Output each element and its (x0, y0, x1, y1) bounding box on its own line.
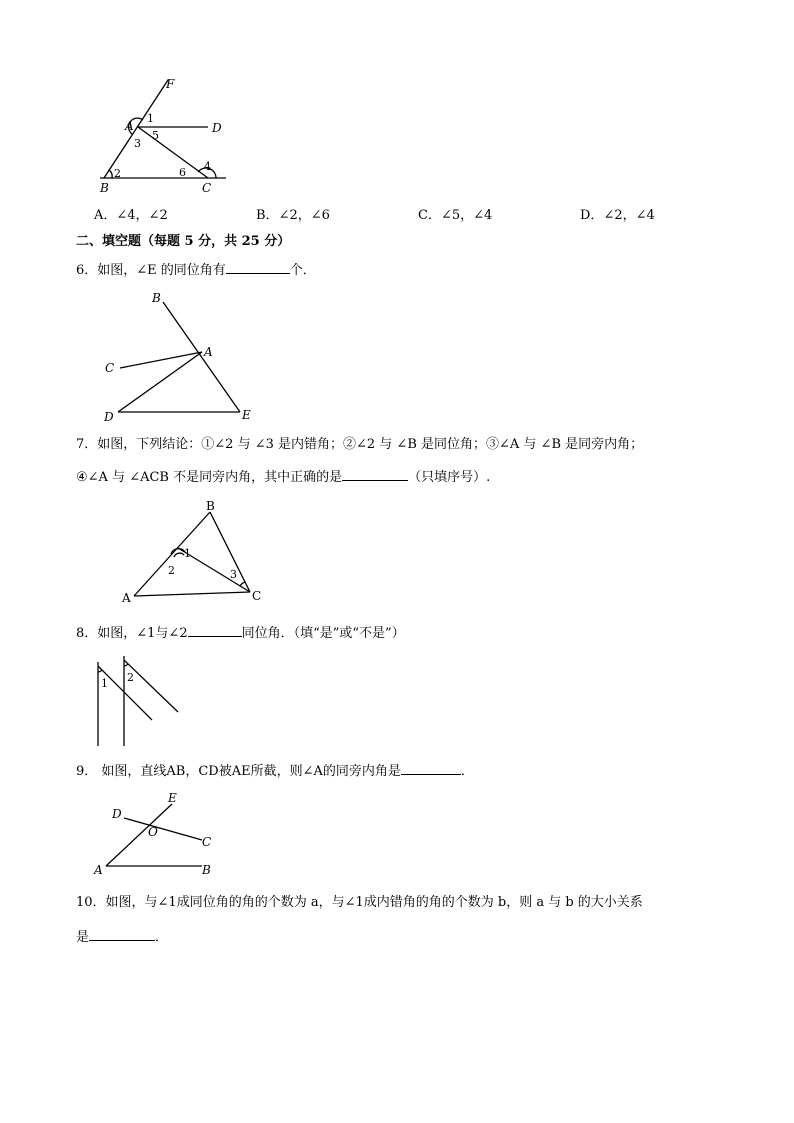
q9-label-B: B (202, 863, 211, 877)
q6-label-A: A (204, 345, 213, 359)
q5-label-3: 3 (134, 137, 141, 150)
q9-post: ． (460, 764, 474, 779)
q8-pre: 8．如图，∠1与∠2 (76, 626, 188, 641)
q10-line2-post: ． (155, 930, 169, 945)
q5-figure (90, 74, 240, 198)
q5-label-6: 6 (179, 166, 186, 179)
q5-option-a-text: ∠4，∠2 (116, 208, 168, 223)
q5-option-b-key: B． (256, 208, 279, 223)
q6-pre: 6．如图，∠E 的同位角有 (76, 263, 226, 278)
q6-label-D: D (104, 410, 114, 422)
q5-label-D: D (212, 121, 222, 135)
q5-option-c-text: ∠5，∠4 (440, 208, 493, 223)
q6-text (76, 259, 316, 280)
q6-answer-blank[interactable] (226, 259, 290, 274)
q5-option-d-key: D． (580, 208, 604, 223)
q5-option-d[interactable] (580, 207, 655, 225)
q7-line2-pre: ④∠A 与 ∠ACB 不是同旁内角，其中正确的是 (76, 470, 343, 485)
q5-option-a-key: A． (94, 208, 117, 223)
q5-label-1: 1 (147, 112, 154, 125)
q7-label-1: 1 (184, 547, 191, 560)
q6-figure (100, 288, 260, 422)
q6-label-E: E (242, 408, 251, 422)
q8-label-1: 1 (101, 677, 108, 690)
q5-label-5: 5 (152, 129, 159, 142)
q5-label-C: C (202, 181, 212, 195)
q10-answer-blank[interactable] (89, 926, 155, 941)
q9-label-C: C (202, 835, 212, 849)
q9-label-O: O (148, 825, 158, 839)
q7-label-2: 2 (168, 564, 175, 577)
q7-line2 (76, 466, 490, 487)
q5-option-c[interactable] (418, 207, 492, 225)
q8-answer-blank[interactable] (188, 622, 242, 637)
q7-label-B: B (206, 499, 215, 513)
q10-line2 (76, 926, 168, 947)
q8-text (76, 622, 405, 643)
q7-label-A: A (122, 591, 131, 605)
q9-figure (90, 790, 230, 878)
q7-line1: 7．如图，下列结论：①∠2 与 ∠3 是内错角；②∠2 与 ∠B 是同位角；③∠A 与 ∠B 是同旁内角； (76, 437, 644, 452)
q9-pre: 9． 如图，直线AB，CD被AE所截，则∠A的同旁内角是 (76, 764, 401, 779)
q9-text (76, 760, 474, 781)
q6-post: 个． (289, 263, 316, 278)
q9-label-D: D (112, 807, 122, 821)
q6-label-B: B (152, 291, 161, 305)
q5-label-A: A (125, 119, 134, 133)
q8-post: 同位角．（填“是”或“不是”） (241, 626, 405, 641)
q7-label-3: 3 (230, 568, 237, 581)
q8-label-2: 2 (127, 671, 134, 684)
q5-option-b-text: ∠2，∠6 (278, 208, 330, 223)
q5-option-b[interactable] (256, 207, 330, 225)
q6-label-C: C (105, 361, 115, 375)
q5-option-c-key: C． (418, 208, 441, 223)
q10-line2-pre: 是 (76, 930, 90, 945)
q9-answer-blank[interactable] (401, 760, 461, 775)
section-heading: 二、填空题（每题 5 分，共 25 分） (76, 234, 291, 249)
q10-line1: 10．如图，与∠1成同位角的角的个数为 a，与∠1成内错角的角的个数为 b，则 a 与 b 的大小关系 (76, 895, 643, 910)
q7-line2-post: （只填序号）. (408, 470, 491, 485)
q7-figure (118, 496, 278, 608)
q5-label-2: 2 (114, 167, 121, 180)
q5-label-F: F (166, 77, 175, 91)
q5-label-B: B (100, 181, 109, 195)
q7-answer-blank[interactable] (342, 466, 408, 481)
q5-option-d-text: ∠2，∠4 (603, 208, 655, 223)
q5-option-a[interactable] (94, 207, 168, 225)
q5-label-4: 4 (204, 160, 211, 173)
q9-label-E: E (168, 791, 177, 805)
q9-label-A: A (94, 863, 103, 877)
q7-label-C: C (252, 589, 262, 603)
q8-figure (90, 652, 190, 750)
